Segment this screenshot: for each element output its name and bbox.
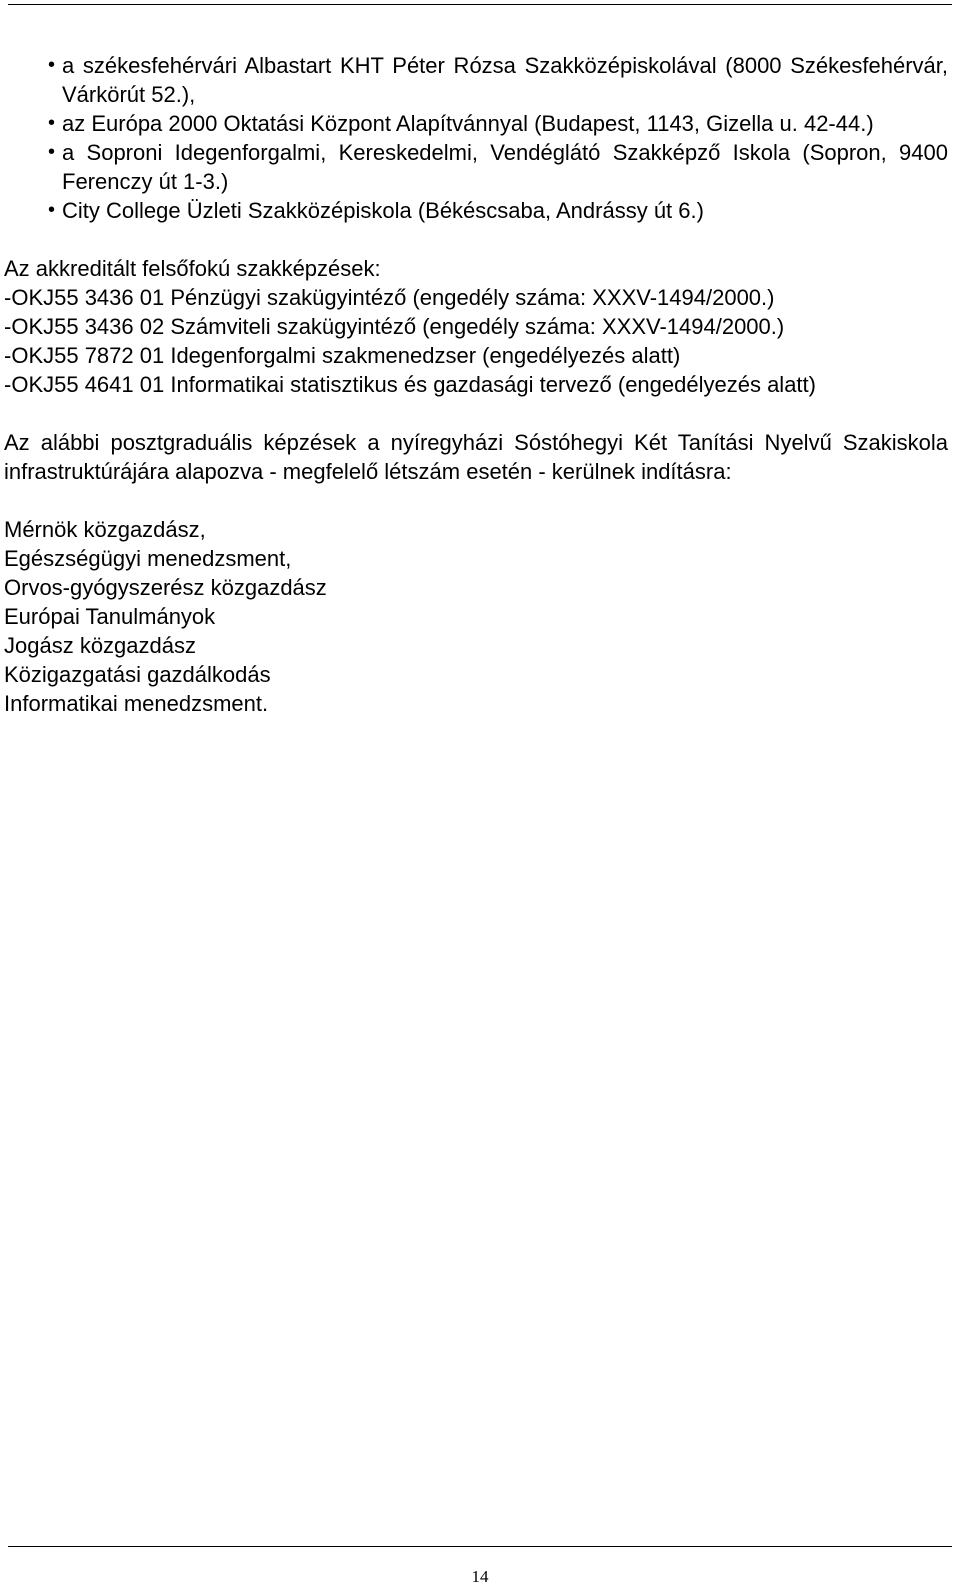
footer-rule (8, 1546, 952, 1547)
partner-text: City College Üzleti Szakközépiskola (Békéscsaba, Andrássy út 6.) (62, 198, 704, 223)
postgrad-intro: Az alábbi posztgraduális képzések a nyíregyházi Sóstóhegyi Két Tanítási Nyelvű Szakiskola infrastruktúrájára alapozva - megfelelő létszám esetén - kerülnek indításra: (4, 430, 948, 484)
accredited-item: -OKJ55 7872 01 Idegenforgalmi szakmenedzser (engedélyezés alatt) (4, 343, 681, 368)
postgrad-item: Jogász közgazdász (4, 633, 196, 658)
bullet-icon: • (48, 112, 56, 134)
accredited-item: -OKJ55 3436 01 Pénzügyi szakügyintéző (engedély száma: XXXV-1494/2000.) (4, 285, 775, 310)
bullet-icon: • (48, 199, 56, 221)
document-body (4, 51, 948, 718)
partner-text: a Soproni Idegenforgalmi, Kereskedelmi, Vendéglátó Szakképző Iskola (Sopron, 9400 Ferenczy út 1-3.) (62, 140, 948, 194)
accredited-section (4, 254, 948, 399)
postgrad-item: Mérnök közgazdász, (4, 517, 206, 542)
partner-text: az Európa 2000 Oktatási Központ Alapítvánnyal (Budapest, 1143, Gizella u. 42-44.) (62, 111, 874, 136)
list-item (4, 196, 948, 225)
top-rule (8, 4, 952, 5)
page-number: 14 (471, 1567, 489, 1586)
accredited-item: -OKJ55 4641 01 Informatikai statisztikus és gazdasági tervező (engedélyezés alatt) (4, 372, 816, 397)
partner-list (4, 51, 948, 225)
bullet-icon: • (48, 141, 56, 163)
postgrad-item: Informatikai menedzsment. (4, 691, 269, 716)
accredited-heading: Az akkreditált felsőfokú szakképzések: (4, 256, 381, 281)
accredited-item: -OKJ55 3436 02 Számviteli szakügyintéző (engedély száma: XXXV-1494/2000.) (4, 314, 785, 339)
postgrad-item: Európai Tanulmányok (4, 604, 216, 629)
postgrad-list (4, 515, 948, 718)
bullet-icon: • (48, 54, 56, 76)
list-item (4, 109, 948, 138)
postgrad-item: Orvos-gyógyszerész közgazdász (4, 575, 327, 600)
postgrad-item: Egészségügyi menedzsment, (4, 546, 292, 571)
list-item (4, 51, 948, 109)
list-item (4, 138, 948, 196)
partner-text: a székesfehérvári Albastart KHT Péter Rózsa Szakközépiskolával (8000 Székesfehérvár, Várkörút 52.), (62, 53, 948, 107)
postgrad-item: Közigazgatási gazdálkodás (4, 662, 271, 687)
